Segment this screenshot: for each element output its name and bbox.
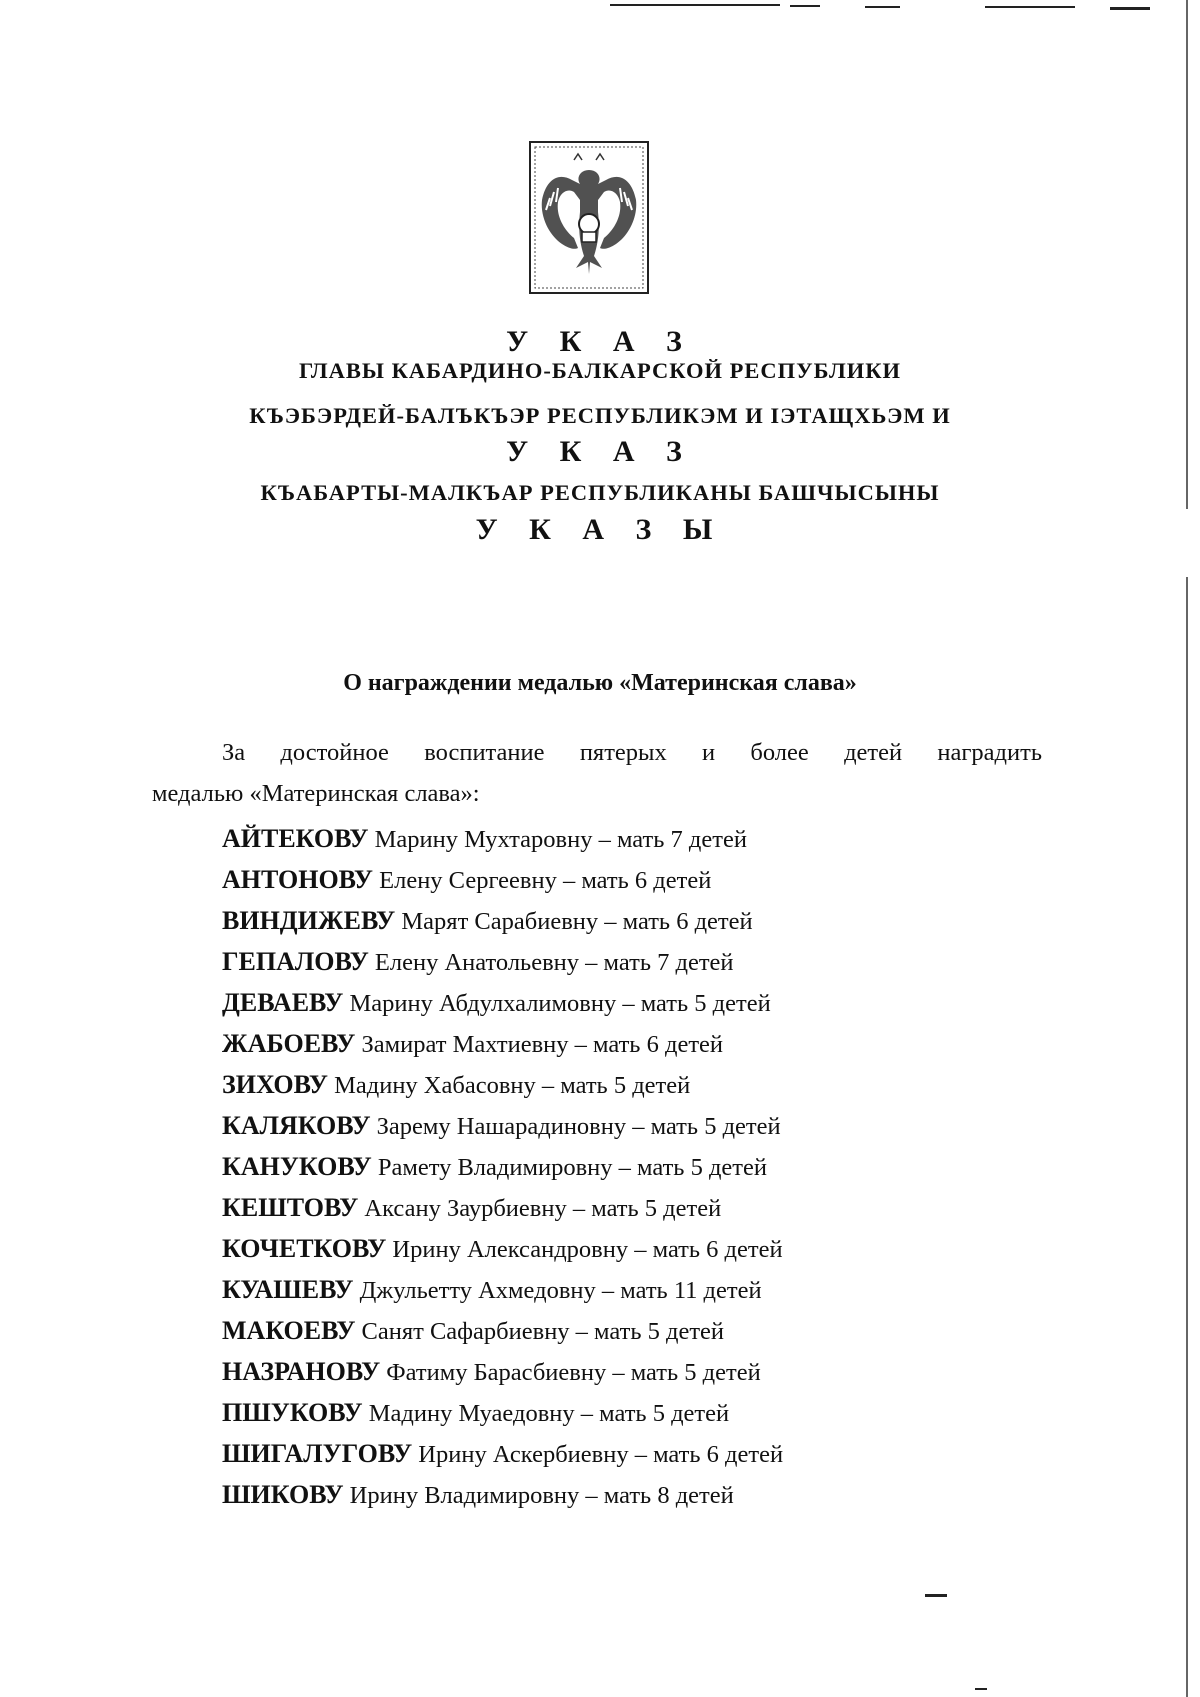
- awardee-details: Замират Махтиевну – мать 6 детей: [355, 1031, 724, 1058]
- awardee-surname: ШИГАЛУГОВУ: [222, 1439, 413, 1468]
- list-item: [222, 1474, 783, 1515]
- scan-artifact: [610, 4, 780, 6]
- awardee-surname: НАЗРАНОВУ: [222, 1357, 381, 1386]
- awardee-surname: КОЧЕТКОВУ: [222, 1234, 387, 1263]
- awardee-details: Марят Сарабиевну – мать 6 детей: [395, 908, 753, 935]
- awardee-surname: ПШУКОВУ: [222, 1398, 363, 1427]
- intro-line-2: медалью «Материнская слава»:: [152, 780, 480, 807]
- awardee-details: Мадину Хабасовну – мать 5 детей: [327, 1072, 691, 1099]
- issuer-line-russian: ГЛАВЫ КАБАРДИНО-БАЛКАРСКОЙ РЕСПУБЛИКИ: [298, 358, 902, 383]
- awardee-details: Санят Сафарбиевну – мать 5 детей: [355, 1318, 725, 1345]
- awardee-details: Рамету Владимировну – мать 5 детей: [371, 1154, 768, 1181]
- list-item: [222, 818, 783, 859]
- scan-artifact: [985, 6, 1075, 8]
- list-item: [222, 900, 783, 941]
- awardee-surname: ЗИХОВУ: [222, 1070, 328, 1099]
- awardee-surname: АЙТЕКОВУ: [222, 824, 369, 853]
- awardee-surname: АНТОНОВУ: [222, 865, 373, 894]
- awardee-surname: КУАШЕВУ: [222, 1275, 354, 1304]
- list-item: [222, 1187, 783, 1228]
- awardee-details: Джульетту Ахмедовну – мать 11 детей: [353, 1277, 762, 1304]
- decree-title: У К А З: [506, 325, 694, 358]
- scan-artifact: [975, 1688, 987, 1690]
- awardee-surname: КЕШТОВУ: [222, 1193, 359, 1222]
- awardee-details: Марину Абдулхалимовну – мать 5 детей: [343, 990, 771, 1017]
- scan-artifact: [1110, 7, 1150, 10]
- awardee-surname: МАКОЕВУ: [222, 1316, 356, 1345]
- awardee-details: Марину Мухтаровну – мать 7 детей: [368, 826, 747, 853]
- awardee-details: Мадину Муаедовну – мать 5 детей: [362, 1400, 730, 1427]
- list-item: [222, 1228, 783, 1269]
- issuer-line-kabardian: КЪЭБЭРДЕЙ-БАЛЪКЪЭР РЕСПУБЛИКЭМ И IЭТАЩХЬЭМ И: [249, 403, 951, 428]
- list-item: [222, 1310, 783, 1351]
- issuer-line-balkar: КЪАБАРТЫ-МАЛКЪАР РЕСПУБЛИКАНЫ БАШЧЫСЫНЫ: [260, 480, 940, 505]
- awardee-surname: ГЕПАЛОВУ: [222, 947, 369, 976]
- awardee-surname: КАНУКОВУ: [222, 1152, 372, 1181]
- scan-artifact: [865, 6, 900, 8]
- decree-title-balkar: У К А З Ы: [475, 513, 725, 546]
- awardee-surname: КАЛЯКОВУ: [222, 1111, 371, 1140]
- awardee-details: Зарему Нашарадиновну – мать 5 детей: [370, 1113, 781, 1140]
- list-item: [222, 1105, 783, 1146]
- scan-edge: [1186, 0, 1188, 1697]
- awardee-surname: ЖАБОЕВУ: [222, 1029, 356, 1058]
- list-item: [222, 982, 783, 1023]
- decree-subject: О награждении медалью «Материнская слава»: [343, 670, 857, 696]
- list-item: [222, 1064, 783, 1105]
- intro-paragraph: [152, 732, 1042, 814]
- awardee-surname: ШИКОВУ: [222, 1480, 344, 1509]
- coat-of-arms-eagle-icon: [528, 140, 650, 295]
- scan-artifact: [925, 1594, 947, 1597]
- awardee-details: Ирину Владимировну – мать 8 детей: [343, 1482, 734, 1509]
- list-item: [222, 941, 783, 982]
- list-item: [222, 1146, 783, 1187]
- awardee-list: [222, 818, 783, 1515]
- list-item: [222, 1392, 783, 1433]
- awardee-surname: ВИНДИЖЕВУ: [222, 906, 396, 935]
- list-item: [222, 1351, 783, 1392]
- awardee-details: Елену Сергеевну – мать 6 детей: [373, 867, 712, 894]
- intro-line-1: За достойное воспитание пятерых и более детей наградить: [222, 739, 1042, 766]
- list-item: [222, 1433, 783, 1474]
- list-item: [222, 1023, 783, 1064]
- awardee-details: Ирину Александровну – мать 6 детей: [386, 1236, 783, 1263]
- scan-artifact: [790, 5, 820, 7]
- awardee-surname: ДЕВАЕВУ: [222, 988, 344, 1017]
- list-item: [222, 1269, 783, 1310]
- awardee-details: Елену Анатольевну – мать 7 детей: [368, 949, 734, 976]
- awardee-details: Аксану Заурбиевну – мать 5 детей: [358, 1195, 722, 1222]
- awardee-details: Ирину Аскербиевну – мать 6 детей: [412, 1441, 784, 1468]
- decree-title-kabardian: У К А З: [506, 435, 694, 468]
- awardee-details: Фатиму Барасбиевну – мать 5 детей: [380, 1359, 761, 1386]
- list-item: [222, 859, 783, 900]
